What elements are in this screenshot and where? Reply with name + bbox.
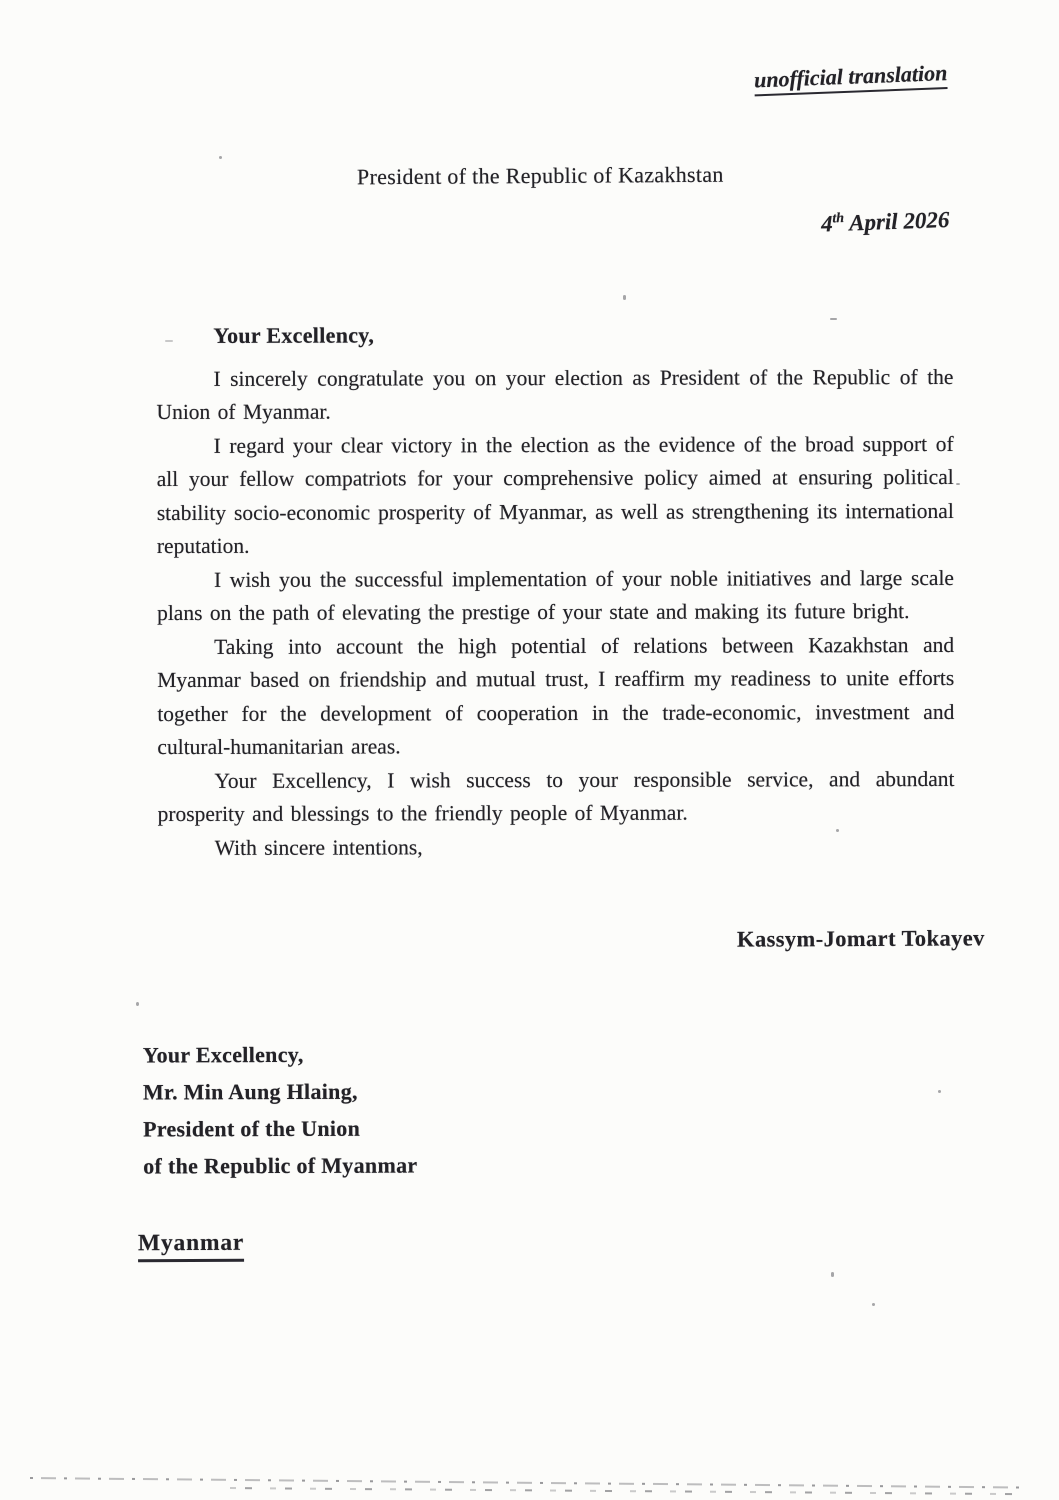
paragraph-1: I sincerely congratulate you on your election as President of the Republic of the Union of Myanmar.	[156, 364, 954, 425]
signature-name: Kassym-Jomart Tokayev	[737, 925, 986, 952]
paragraph-2: I regard your clear victory in the election as the evidence of the broad support of all your fellow compatriots for your comprehensive policy aimed at ensuring political stability socio-economic prosperity of Myanmar, as well as strengthening its international reputation.	[156, 431, 954, 559]
recipient-line-1: Your Excellency,	[142, 1041, 304, 1068]
scan-speckle	[938, 1090, 941, 1093]
paragraph-4: Taking into account the high potential of relations between Kazakhstan and Myanmar based on friendship and mutual trust, I reaffirm my readiness to unite efforts together for the development of cooperation in the trade-economic, investment and cultural-humanitarian areas.	[157, 632, 955, 760]
date-day: 4	[820, 211, 833, 237]
paragraph-5: Your Excellency, I wish success to your responsible service, and abundant prosperity and blessings to the friendly people of Myanmar.	[157, 766, 955, 827]
scan-artifact-line	[230, 1487, 1020, 1495]
scan-speckle	[136, 1002, 139, 1006]
recipient-line-4: of the Republic of Myanmar	[143, 1152, 418, 1179]
recipient-block	[143, 1036, 418, 1185]
scan-speckle	[623, 295, 626, 300]
sender-title: President of the Republic of Kazakhstan	[356, 161, 724, 190]
paragraph-3: I wish you the successful implementation of your noble initiatives and large scale plans on the path of elevating the prestige of your state and making its future bright.	[157, 565, 954, 626]
scan-speckle	[831, 1272, 834, 1277]
recipient-line-2: Mr. Min Aung Hlaing,	[142, 1078, 358, 1105]
closing-line: With sincere intentions,	[214, 834, 423, 860]
date-rest: April 2026	[848, 207, 950, 236]
scan-speckle	[872, 1303, 875, 1306]
recipient-country: Myanmar	[138, 1230, 244, 1263]
recipient-line-3: President of the Union	[143, 1115, 361, 1142]
scan-speckle	[219, 156, 222, 159]
scan-artifact-line	[30, 1477, 1020, 1489]
date-ordinal: th	[831, 211, 844, 227]
letter-body	[156, 317, 954, 865]
letter-date	[820, 207, 949, 237]
scan-speckle	[956, 483, 960, 485]
salutation: Your Excellency,	[213, 322, 375, 348]
translation-note: unofficial translation	[753, 60, 947, 96]
